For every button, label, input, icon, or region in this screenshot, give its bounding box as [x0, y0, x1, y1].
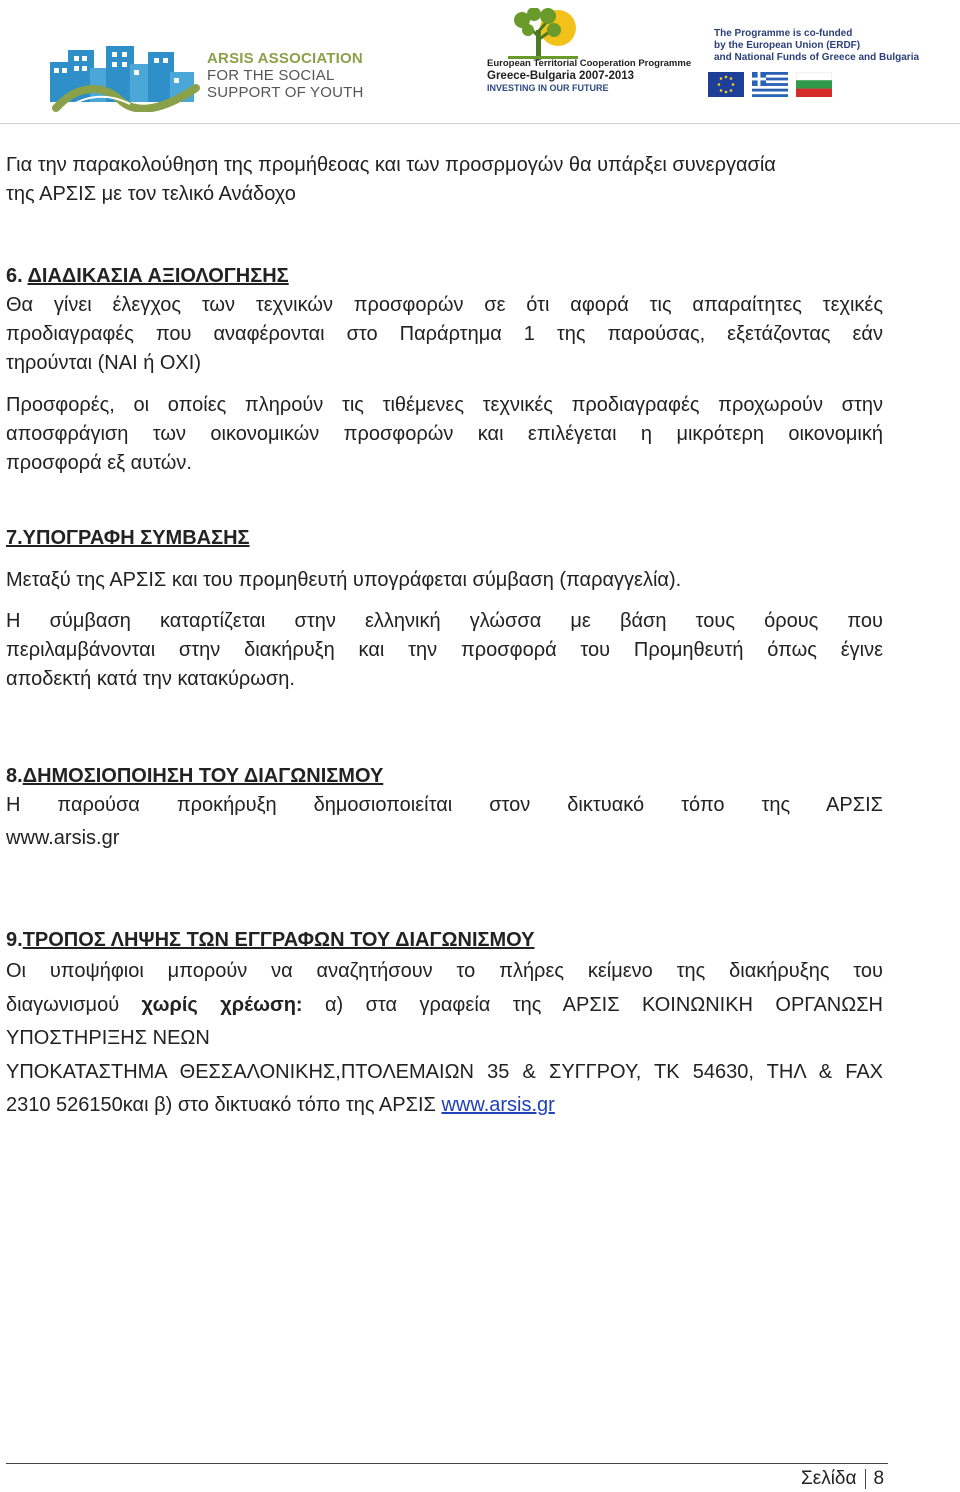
text-line: τηρούνται (ΝΑΙ ή ΟΧΙ): [6, 352, 201, 374]
website-url: www.arsis.gr: [6, 827, 120, 849]
section-title: ΔΙΑΔΙΚΑΣΙΑ ΑΞΙΟΛΟΓΗΣΗΣ: [27, 265, 289, 287]
section-8-paragraph: [6, 791, 883, 853]
section-number: 9.: [6, 929, 23, 951]
text-segment: διαγωνισμού: [6, 993, 120, 1016]
arsis-name: [207, 50, 364, 101]
text-line: [6, 1089, 883, 1123]
text-line: ΥΠΟΣΤΗΡΙΞΗΣ ΝΕΩΝ: [6, 1027, 210, 1049]
free-of-charge-label: χωρίς χρέωση:: [141, 993, 303, 1016]
text-line: αποδεκτή κατά την κατακύρωση.: [6, 668, 295, 690]
footer-separator: [865, 1469, 866, 1489]
text-line: προδιαγραφές που αναφέρονται στο Παράρτημα 1 της παρούσας, εξετάζοντας εάν: [6, 323, 883, 345]
programme-text: [487, 58, 691, 94]
text-line: Οι υποψήφιοι μπορούν να αναζητήσουν το πλήρες κείμενο της διακήρυξης του: [6, 960, 883, 982]
text-line: [6, 989, 883, 1023]
text-segment: 2310 526150και β) στο δικτυακό τόπο της ΑΡΣΙΣ: [6, 1094, 436, 1116]
section-9-heading: [6, 926, 535, 955]
tree-logo: [488, 8, 598, 60]
bulgaria-flag-icon: [796, 72, 832, 97]
text-line: της ΑΡΣΙΣ με τον τελικό Ανάδοχο: [6, 183, 296, 205]
text-line: προσφορά εξ αυτών.: [6, 452, 192, 474]
text-line: Η παρούσα προκήρυξη δημοσιοποιείται στον δικτυακό τόπο της ΑΡΣΙΣ: [6, 794, 883, 816]
cofund-text: [714, 28, 919, 64]
programme-line3: INVESTING IN OUR FUTURE: [487, 83, 609, 93]
text-segment: α) στα γραφεία της ΑΡΣΙΣ ΚΟΙΝΩΝΙΚΗ ΟΡΓΑΝΩΣΗ: [324, 993, 884, 1016]
document-header: [0, 0, 960, 125]
text-line: Η σύμβαση καταρτίζεται στην ελληνική γλώσσα με βάση τους όρους που: [6, 610, 883, 632]
section-7-heading: 7.ΥΠΟΓΡΑΦΗ ΣΥΜΒΑΣΗΣ: [6, 527, 250, 549]
section-8-heading: [6, 762, 383, 791]
page-label: Σελίδα: [801, 1468, 857, 1489]
arsis-buildings-logo: [50, 42, 200, 112]
text-line: περιλαμβάνονται στην διακήρυξη και την προσφορά του Προμηθευτή όπως έγινε: [6, 639, 883, 661]
section-number: 6.: [6, 265, 23, 287]
header-divider: [0, 123, 960, 124]
eu-flag-icon: [708, 72, 744, 97]
intro-paragraph: [6, 151, 776, 209]
cofund-line3: and National Funds of Greece and Bulgaria: [714, 52, 920, 63]
arsis-line3: SUPPORT OF YOUTH: [207, 84, 364, 101]
section-6-paragraph-2: [6, 391, 883, 478]
text-line: Προσφορές, οι οποίες πληρούν τις τιθέμενες τεχνικές προδιαγραφές προχωρούν στην: [6, 394, 883, 416]
section-6-heading: [6, 262, 289, 291]
section-number: 8.: [6, 765, 23, 787]
cofund-line1: The Programme is co-funded: [714, 28, 853, 39]
text-line: αποσφράγιση των οικονομικών προσφορών και επιλέγεται η μικρότερη οικονομική: [6, 423, 883, 445]
programme-line1: European Territorial Cooperation Programme: [487, 58, 692, 69]
section-7-paragraph-2: [6, 607, 883, 694]
section-7-paragraph-1: Μεταξύ της ΑΡΣΙΣ και του προμηθευτή υπογράφεται σύμβαση (παραγγελία).: [6, 569, 682, 591]
cofund-line2: by the European Union (ERDF): [714, 40, 861, 51]
section-6-paragraph-1: [6, 291, 883, 378]
text-line: Θα γίνει έλεγχος των τεχνικών προσφορών σε ότι αφορά τις απαραίτητες τεχικές: [6, 294, 883, 316]
footer-divider: [6, 1463, 888, 1464]
section-title: ΤΡΟΠΟΣ ΛΗΨΗΣ ΤΩΝ ΕΓΓΡΑΦΩΝ ΤΟΥ ΔΙΑΓΩΝΙΣΜΟΥ: [22, 929, 535, 951]
arsis-website-link[interactable]: www.arsis.gr: [441, 1094, 555, 1116]
arsis-line1: ARSIS ASSOCIATION: [207, 50, 363, 67]
section-title: ΔΗΜΟΣΙΟΠΟΙΗΣΗ ΤΟΥ ΔΙΑΓΩΝΙΣΜΟΥ: [22, 765, 384, 787]
page-number: 8: [873, 1468, 885, 1489]
greece-flag-icon: [752, 72, 788, 97]
text-line: Για την παρακολούθηση της προμήθεοας και των προσρμογών θα υπάρξει συνεργασία: [6, 154, 776, 176]
programme-line2: Greece-Bulgaria 2007-2013: [487, 70, 635, 82]
text-line: ΥΠΟΚΑΤΑΣΤΗΜΑ ΘΕΣΣΑΛΟΝΙΚΗΣ,ΠΤΟΛΕΜΑΙΩΝ 35 & ΣΥΓΓΡΟΥ, ΤΚ 54630, ΤΗΛ & FAX: [6, 1060, 883, 1083]
section-9-paragraph: [6, 955, 883, 1123]
arsis-line2: FOR THE SOCIAL: [207, 67, 335, 84]
page-footer: [801, 1468, 884, 1490]
